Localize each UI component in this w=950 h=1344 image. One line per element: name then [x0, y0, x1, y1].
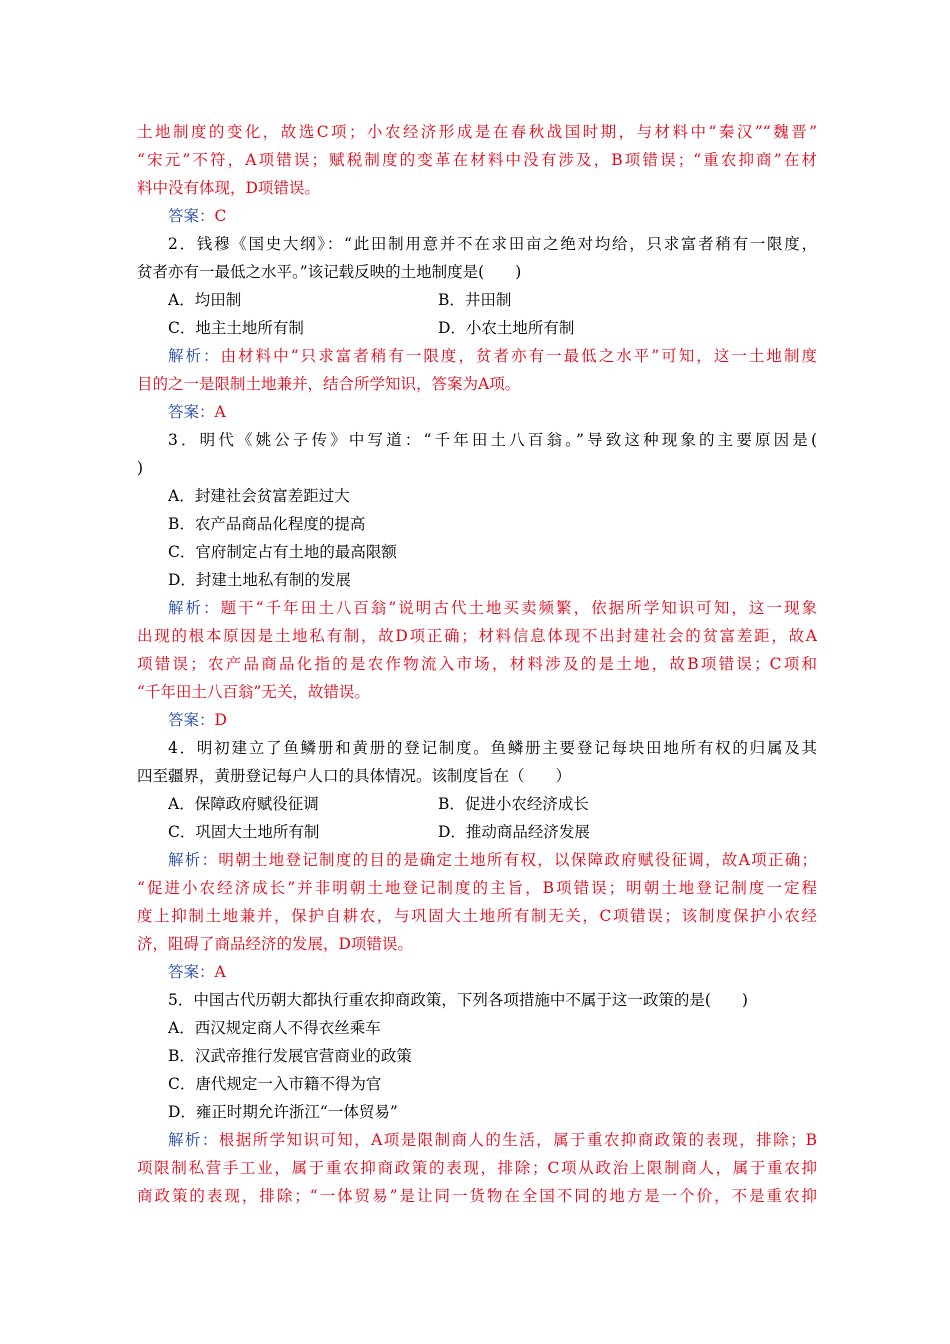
prev-answer: [168, 204, 848, 228]
q3-answer: [168, 708, 848, 732]
q2-option-a: A．均田制: [168, 291, 242, 309]
answer-label: 答案：: [168, 403, 215, 421]
q3-option-c: C．官府制定占有土地的最高限额: [168, 543, 397, 561]
q5-analysis-line-2: 项限制私营手工业，属于重农抑商政策的表现，排除；C项从政治上限制商人，属于重农抑: [137, 1159, 817, 1177]
q3-analysis-line-2: 出现的根本原因是土地私有制，故D项正确；材料信息体现不出封建社会的贫富差距，故A: [137, 627, 817, 645]
q2-stem-line-1: 2．钱穆《国史大纲》：“此田制用意并不在求田亩之绝对均给，只求富者稍有一限度，: [168, 235, 817, 253]
q4-option-d: D．推动商品经济发展: [438, 823, 590, 841]
q2-option-d: D．小农土地所有制: [438, 319, 575, 337]
q5-option-a: A．西汉规定商人不得衣丝乘车: [168, 1019, 381, 1037]
analysis-label: 解析：: [168, 1131, 219, 1149]
q3-stem-line-1: 3．明代《姚公子传》中写道：“千年田土八百翁。”导致这种现象的主要原因是(: [168, 431, 817, 449]
q4-analysis-line-1: [168, 848, 817, 872]
analysis-text: 题干“千年田土八百翁”说明古代土地买卖频繁，依据所学知识可知，这一现象: [220, 599, 817, 617]
answer-label: 答案：: [168, 963, 215, 981]
q4-option-a: A．保障政府赋役征调: [168, 795, 319, 813]
answer-value: D: [214, 711, 227, 729]
q2-stem-line-2: 贫者亦有一最低之水平。”该记载反映的土地制度是( ): [137, 263, 522, 281]
q3-stem-line-2: ): [137, 459, 144, 477]
q4-answer: [168, 960, 848, 984]
q2-option-b: B．井田制: [438, 291, 512, 309]
answer-value: A: [214, 403, 226, 421]
q2-analysis-line-2: 目的之一是限制土地兼并，结合所学知识，答案为A项。: [137, 375, 521, 393]
q4-analysis-line-2: “促进小农经济成长”并非明朝土地登记制度的主旨，B项错误；明朝土地登记制度一定程: [137, 879, 817, 897]
analysis-label: 解析：: [168, 851, 219, 869]
q3-option-d: D．封建土地私有制的发展: [168, 571, 351, 589]
q2-answer: [168, 400, 848, 424]
answer-value: C: [214, 207, 227, 225]
q3-option-a: A．封建社会贫富差距过大: [168, 487, 350, 505]
analysis-text: 由材料中“只求富者稍有一限度，贫者亦有一最低之水平”可知，这一土地制度: [220, 347, 817, 365]
q4-stem-line-2: 四至疆界，黄册登记每户人口的具体情况。该制度旨在（ ）: [137, 767, 572, 785]
q3-analysis-line-1: [168, 596, 817, 620]
q2-option-c: C．地主土地所有制: [168, 319, 304, 337]
q2-analysis-line-1: [168, 344, 817, 368]
q5-analysis-line-3: 商政策的表现，排除；“一体贸易”是让同一货物在全国不同的地方是一个价，不是重农抑: [137, 1187, 817, 1205]
q4-analysis-line-4: 济，阻碍了商品经济的发展，D项错误。: [137, 935, 413, 953]
prev-analysis-line-3: 料中没有体现，D项错误。: [137, 179, 320, 197]
q3-analysis-line-4: “千年田土八百翁”无关，故错误。: [137, 683, 370, 701]
q4-analysis-line-3: 度上抑制土地兼并，保护自耕农，与巩固大土地所有制无关，C项错误；该制度保护小农经: [137, 907, 817, 925]
q5-stem-line-1: 5．中国古代历朝大都执行重农抑商政策，下列各项措施中不属于这一政策的是( ): [168, 991, 748, 1009]
q4-stem-line-1: 4．明初建立了鱼鳞册和黄册的登记制度。鱼鳞册主要登记每块田地所有权的归属及其: [168, 739, 817, 757]
q5-option-d: D．雍正时期允许浙江“一体贸易”: [168, 1103, 398, 1121]
prev-analysis-line-1: 土地制度的变化，故选C项；小农经济形成是在春秋战国时期，与材料中“秦汉”“魏晋”: [137, 123, 817, 141]
answer-label: 答案：: [168, 711, 215, 729]
prev-analysis-line-2: “宋元”不符，A项错误；赋税制度的变革在材料中没有涉及，B项错误；“重农抑商”在材: [137, 151, 817, 169]
answer-value: A: [214, 963, 226, 981]
q3-option-b: B．农产品商品化程度的提高: [168, 515, 366, 533]
answer-label: 答案：: [168, 207, 215, 225]
analysis-text: 明朝土地登记制度的目的是确定土地所有权，以保障政府赋役征调，故A项正确；: [218, 851, 817, 869]
q5-option-b: B．汉武帝推行发展官营商业的政策: [168, 1047, 412, 1065]
q5-analysis-line-1: [168, 1128, 817, 1152]
q5-option-c: C．唐代规定一入市籍不得为官: [168, 1075, 382, 1093]
q3-analysis-line-3: 项错误；农产品商品化指的是农作物流入市场，材料涉及的是土地，故B项错误；C项和: [137, 655, 817, 673]
q4-option-c: C．巩固大土地所有制: [168, 823, 320, 841]
q4-option-b: B．促进小农经济成长: [438, 795, 589, 813]
analysis-text: 根据所学知识可知，A项是限制商人的生活，属于重农抑商政策的表现，排除；B: [218, 1131, 817, 1149]
analysis-label: 解析：: [168, 599, 221, 617]
analysis-label: 解析：: [168, 347, 221, 365]
